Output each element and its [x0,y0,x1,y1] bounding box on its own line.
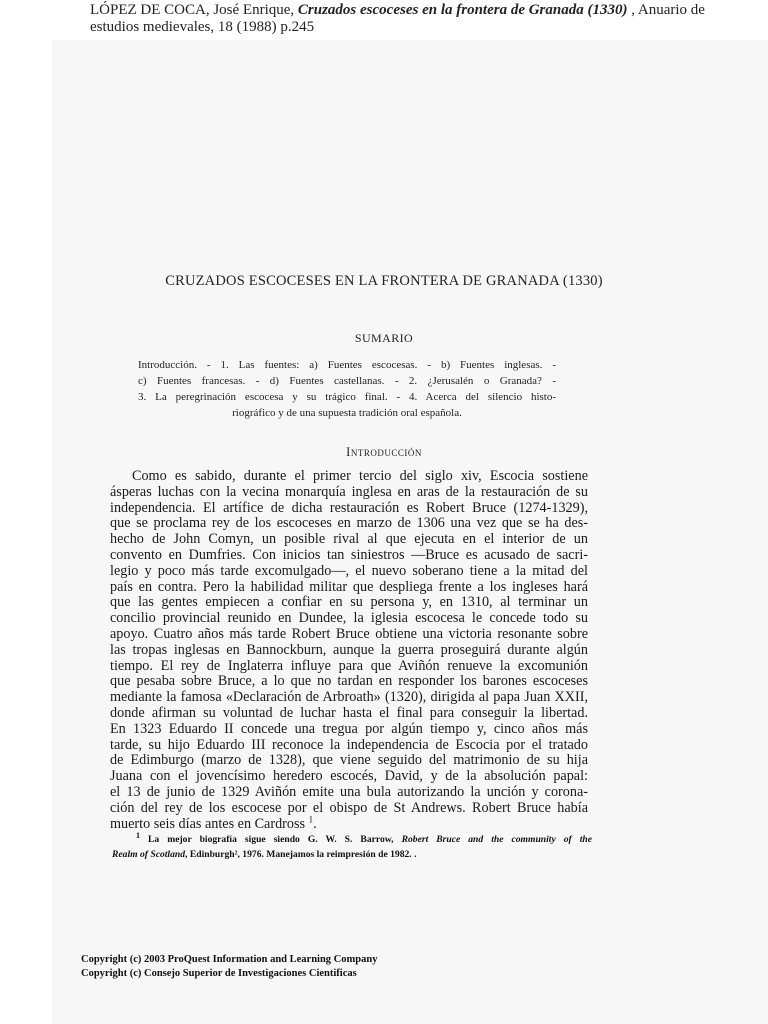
sumario-block [138,357,556,421]
sumario-line: riográfico y de una supuesta tradición oral española. [232,407,462,419]
article-title: CRUZADOS ESCOCESES EN LA FRONTERA DE GRANADA (1330) [165,273,603,289]
footnote-reference[interactable]: 1 [308,813,314,824]
citation-authors: LÓPEZ DE COCA, José Enrique, [90,2,298,18]
footnote [112,828,592,862]
body-line: mediante la famosa «Declaración de Arbroath» (1320), dirigida al papa Juan XXII, [110,689,588,706]
body-line: que las gentes empiecen a confiar en su persona y, en 1310, al terminar un [110,594,588,611]
footnote-book-title: Robert Bruce and the community of the [401,834,592,846]
body-paragraph [110,469,588,832]
body-line: Juana con el jovencísimo heredero escocés, David, y de la absolución papal: [110,768,588,785]
citation-header [90,2,730,36]
body-line: que pesaba sobre Bruce, a lo que no tardan en responder los barones escoceses [110,673,588,690]
body-line: concilio provincial reunido en Dundee, la iglesia escocesa le concede todo su [110,610,588,627]
sumario-line: 3. La peregrinación escocesa y su trágico final. - 4. Acerca del silencio histo- [138,391,556,403]
body-line: tarde, su hijo Eduardo III reconoce la independencia de Escocia por el tratado [110,736,588,753]
body-line: que se proclama rey de los escoceses en marzo de 1306 una vez que se ha des- [110,515,588,532]
body-line: país en contra. Pero la habilidad militar que despliega frente a los ingleses hará [110,578,588,595]
body-line: las tropas inglesas en Bannockburn, aunque la guerra proseguirá durante algún [110,641,588,658]
body-line: ción del rey de los escocese por el obispo de St Andrews. Robert Bruce había [110,799,588,816]
citation-source: , Anuario de estudios medievales, 18 (1988) p.245 [90,2,705,35]
footnote-line [112,828,592,847]
citation-title: Cruzados escoceses en la frontera de Granada (1330) [297,2,628,18]
body-line: tiempo. El rey de Inglaterra influye para que Aviñón renueve la excomunión [110,657,588,674]
footnote-text: La mejor biografía sigue siendo G. W. S. Barrow, [148,834,402,846]
body-line: donde afirman su voluntad de luchar hasta el final para conseguir la libertad. [110,704,588,721]
body-line: hecho de John Comyn, un posible rival al que ejecuta en el interior de un [110,531,588,548]
footnote-number: 1 [136,831,140,840]
body-line: el 13 de junio de 1329 Aviñón emite una bula autorizando la unción y corona- [110,783,588,800]
sumario-heading: SUMARIO [354,331,414,345]
sumario-line: c) Fuentes francesas. - d) Fuentes castellanas. - 2. ¿Jerusalén o Granada? - [138,375,556,387]
body-line: muerto seis días antes en Cardross $^1$. [110,813,317,832]
body-line: ásperas luchas con la vecina monarquía inglesa en aras de la restauración de su [110,483,588,500]
body-line: apoyo. Cuatro años más tarde Robert Bruce obtiene una victoria resonante sobre [110,625,588,642]
section-heading-introduccion: Introducción [346,445,422,459]
footnote-line [112,847,592,862]
footnote-text-end: , Edinburgh², 1976. Manejamos la reimpresión de 1982. . [185,849,417,861]
body-line: independencia. El artífice de dicha restauración es Robert Bruce (1274-1329), [110,499,588,516]
footnote-book-title-cont: Realm of Scotland [112,849,186,861]
copyright-line: Copyright (c) 2003 ProQuest Information and Learning Company [81,954,378,965]
body-line: convento en Dumfries. Con inicios tan siniestros —Bruce es acusado de sacri- [110,546,588,563]
copyright-notice [81,953,581,981]
body-line-text: muerto seis días antes en Cardross [110,815,306,832]
body-line: legio y poco más tarde excomulgado—, el nuevo soberano tiene a la mitad del [110,562,588,579]
body-line: de Edimburgo (marzo de 1328), que viene seguido del matrimonio de su hija [110,752,588,769]
body-line: Como es sabido, durante el primer tercio del siglo xiv, Escocia sostiene [132,468,588,484]
body-line: En 1323 Eduardo II concede una tregua por algún tiempo y, cinco años más [110,720,588,737]
copyright-line: Copyright (c) Consejo Superior de Investigaciones Cientificas [81,968,357,979]
sumario-line: Introducción. - 1. Las fuentes: a) Fuentes escocesas. - b) Fuentes inglesas. - [138,359,556,371]
